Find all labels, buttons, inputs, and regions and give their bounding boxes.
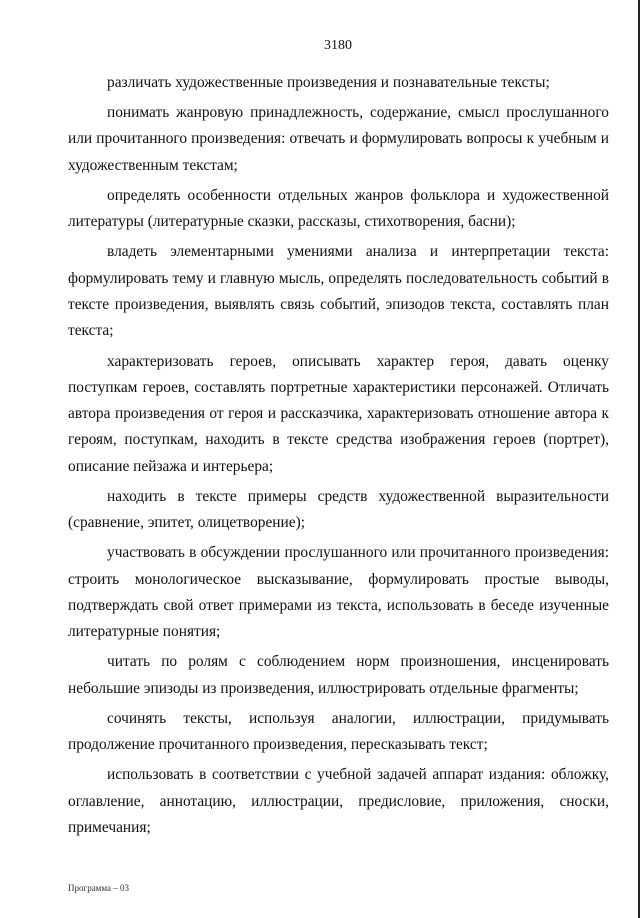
paragraph-3: определять особенности отдельных жанров фольклора и художественной литературы (литературные сказки, рассказы, стихотворения, басни); xyxy=(68,186,609,231)
footer-label: Программа – 03 xyxy=(68,883,130,893)
paragraph-10: использовать в соответствии с учебной задачей аппарат издания: обложку, оглавление, аннотацию, иллюстрации, предисловие, приложения, сноски, примечания; xyxy=(68,766,609,837)
page-number: 3180 xyxy=(324,38,352,53)
paragraph-4: владеть элементарными умениями анализа и интерпретации текста: формулировать тему и главную мысль, определять последовательность событий в тексте произведения, выявлять связь событий, эпизодов текста, составлять план текста; xyxy=(68,243,609,340)
paragraph-5: характеризовать героев, описывать характер героя, давать оценку поступкам героев, составлять портретные характеристики персонажей. Отличать автора произведения от героя и рассказчика, характеризовать отношение автора к героям, поступкам, находить в тексте средства изображения героев (портрет), описание пейзажа и интерьера; xyxy=(68,352,609,475)
paragraph-2: понимать жанровую принадлежность, содержание, смысл прослушанного или прочитанного произведения: отвечать и формулировать вопросы к учебным и художественным текстам; xyxy=(68,104,609,174)
paragraph-7: участвовать в обсуждении прослушанного или прочитанного произведения: строить монологическое высказывание, формулировать простые выводы, подтверждать свой ответ примерами из текста, использовать в беседе изученные литературные понятия; xyxy=(68,544,609,641)
paragraph-6: находить в тексте примеры средств художественной выразительности (сравнение, эпитет, олицетворение); xyxy=(68,487,609,532)
paragraph-9: сочинять тексты, используя аналогии, иллюстрации, придумывать продолжение прочитанного произведения, пересказывать текст; xyxy=(68,709,609,754)
document-body xyxy=(68,70,609,845)
paragraph-8: читать по ролям с соблюдением норм произношения, инсценировать небольшие эпизоды из произведения, иллюстрировать отдельные фрагменты; xyxy=(68,653,609,697)
paragraph-1: различать художественные произведения и познавательные тексты; xyxy=(107,74,550,91)
